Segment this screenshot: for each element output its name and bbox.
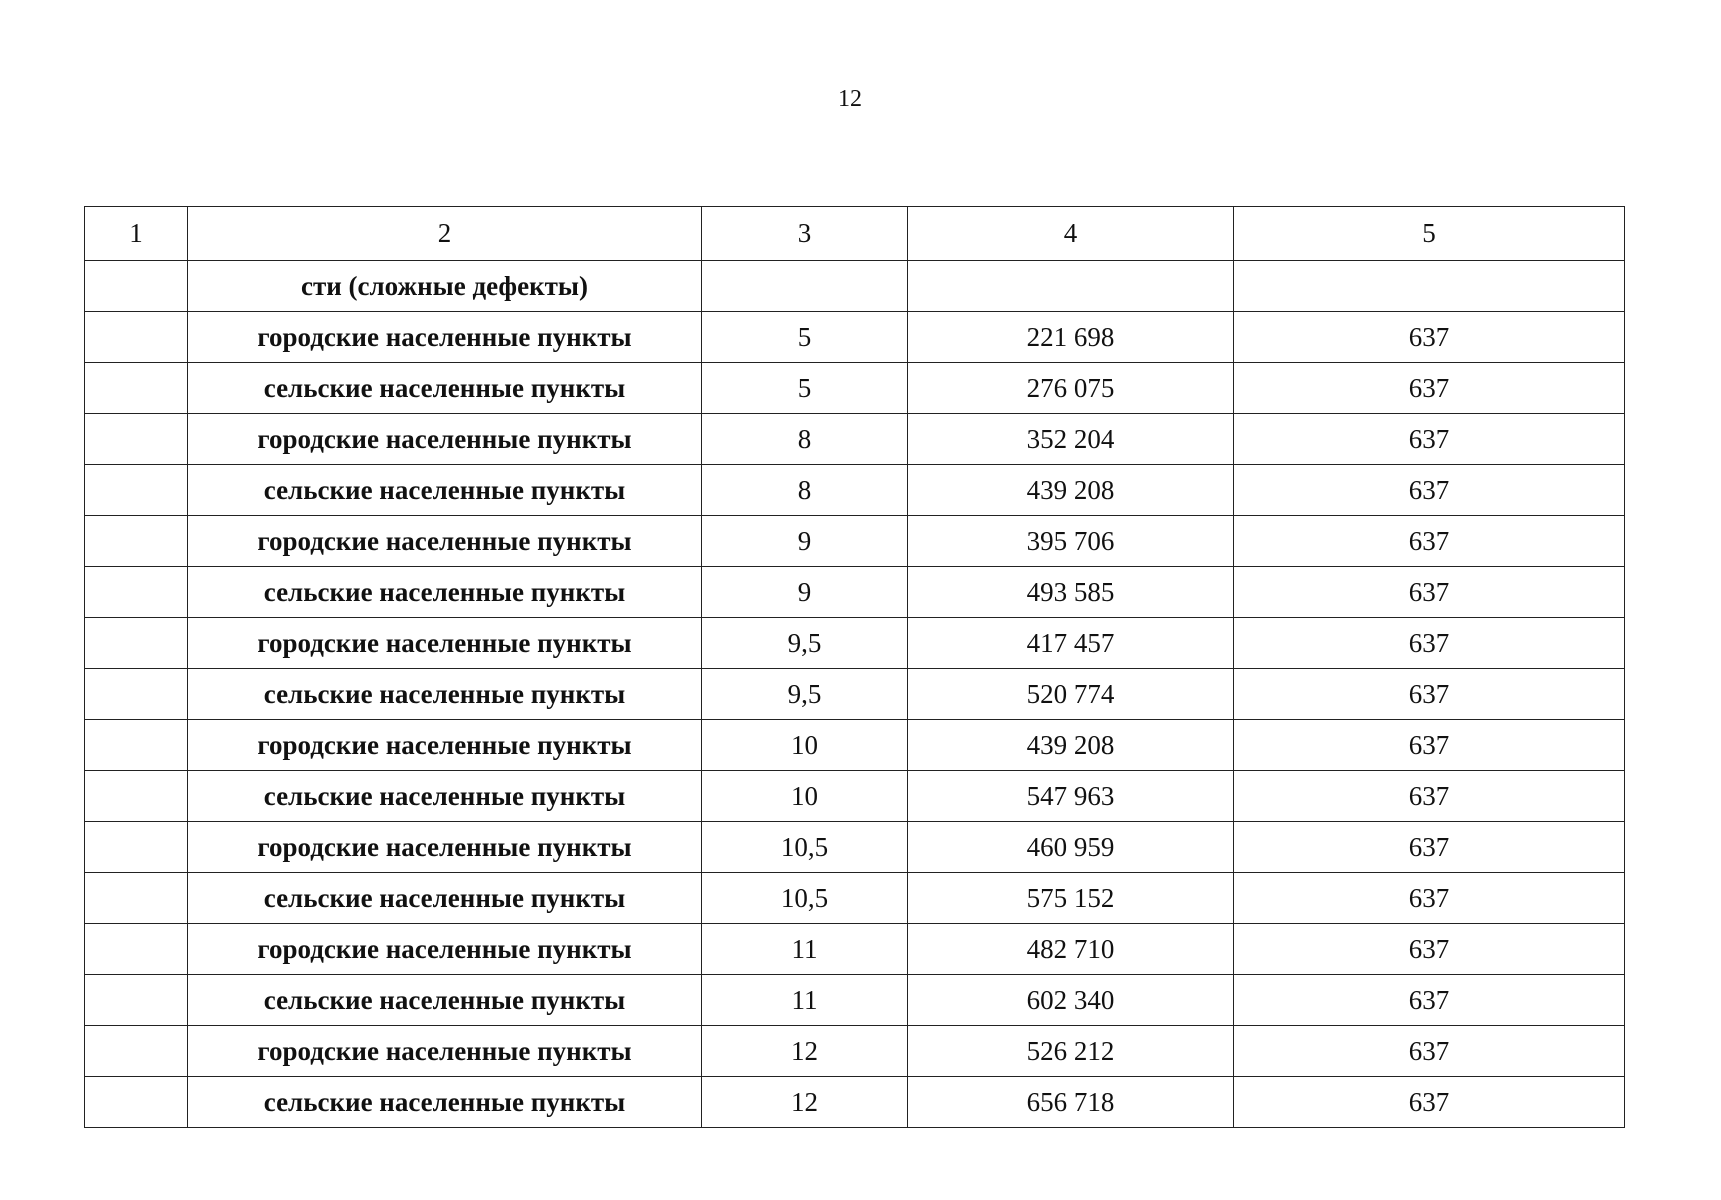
parameter-cell: 10,5	[702, 873, 908, 924]
code-cell: 637	[1234, 1077, 1625, 1128]
cost-value-cell	[908, 261, 1234, 312]
settlement-type-cell: городские населенные пункты	[188, 720, 702, 771]
row-index-cell	[85, 873, 188, 924]
parameter-cell: 9	[702, 516, 908, 567]
table-row	[85, 618, 1625, 669]
code-cell: 637	[1234, 516, 1625, 567]
settlement-type-cell: сельские населенные пункты	[188, 873, 702, 924]
row-index-cell	[85, 261, 188, 312]
cost-value-cell: 417 457	[908, 618, 1234, 669]
table-row	[85, 873, 1625, 924]
code-cell: 637	[1234, 363, 1625, 414]
column-header-3: 3	[702, 207, 908, 261]
row-index-cell	[85, 1026, 188, 1077]
parameter-cell: 11	[702, 975, 908, 1026]
parameter-cell: 9,5	[702, 618, 908, 669]
parameter-cell: 8	[702, 414, 908, 465]
settlement-type-cell: сельские населенные пункты	[188, 567, 702, 618]
settlement-type-cell: сти (сложные дефекты)	[188, 261, 702, 312]
row-index-cell	[85, 618, 188, 669]
cost-value-cell: 526 212	[908, 1026, 1234, 1077]
settlement-type-cell: сельские населенные пункты	[188, 669, 702, 720]
cost-value-cell: 520 774	[908, 669, 1234, 720]
code-cell: 637	[1234, 312, 1625, 363]
code-cell: 637	[1234, 465, 1625, 516]
table-row	[85, 669, 1625, 720]
table-row	[85, 771, 1625, 822]
table-row	[85, 465, 1625, 516]
code-cell: 637	[1234, 771, 1625, 822]
row-index-cell	[85, 1077, 188, 1128]
settlement-type-cell: сельские населенные пункты	[188, 363, 702, 414]
table-header-row	[85, 207, 1625, 261]
cost-value-cell: 493 585	[908, 567, 1234, 618]
settlement-type-cell: сельские населенные пункты	[188, 1077, 702, 1128]
code-cell: 637	[1234, 414, 1625, 465]
cost-value-cell: 656 718	[908, 1077, 1234, 1128]
parameter-cell: 10	[702, 720, 908, 771]
row-index-cell	[85, 414, 188, 465]
table-row	[85, 261, 1625, 312]
cost-value-cell: 547 963	[908, 771, 1234, 822]
settlement-type-cell: городские населенные пункты	[188, 924, 702, 975]
row-index-cell	[85, 312, 188, 363]
code-cell: 637	[1234, 822, 1625, 873]
cost-value-cell: 439 208	[908, 720, 1234, 771]
column-header-4: 4	[908, 207, 1234, 261]
settlement-type-cell: городские населенные пункты	[188, 312, 702, 363]
cost-value-cell: 221 698	[908, 312, 1234, 363]
data-table	[84, 206, 1625, 1128]
code-cell	[1234, 261, 1625, 312]
settlement-type-cell: сельские населенные пункты	[188, 465, 702, 516]
code-cell: 637	[1234, 975, 1625, 1026]
parameter-cell: 8	[702, 465, 908, 516]
table-row	[85, 567, 1625, 618]
table-row	[85, 363, 1625, 414]
parameter-cell: 12	[702, 1026, 908, 1077]
parameter-cell: 9	[702, 567, 908, 618]
table-row	[85, 312, 1625, 363]
row-index-cell	[85, 720, 188, 771]
row-index-cell	[85, 516, 188, 567]
settlement-type-cell: городские населенные пункты	[188, 516, 702, 567]
row-index-cell	[85, 669, 188, 720]
row-index-cell	[85, 363, 188, 414]
cost-value-cell: 352 204	[908, 414, 1234, 465]
parameter-cell: 5	[702, 312, 908, 363]
table-row	[85, 822, 1625, 873]
code-cell: 637	[1234, 669, 1625, 720]
settlement-type-cell: сельские населенные пункты	[188, 975, 702, 1026]
settlement-type-cell: городские населенные пункты	[188, 414, 702, 465]
code-cell: 637	[1234, 924, 1625, 975]
parameter-cell: 5	[702, 363, 908, 414]
column-header-1: 1	[85, 207, 188, 261]
settlement-type-cell: сельские населенные пункты	[188, 771, 702, 822]
code-cell: 637	[1234, 567, 1625, 618]
settlement-type-cell: городские населенные пункты	[188, 618, 702, 669]
code-cell: 637	[1234, 720, 1625, 771]
row-index-cell	[85, 924, 188, 975]
cost-value-cell: 482 710	[908, 924, 1234, 975]
settlement-type-cell: городские населенные пункты	[188, 822, 702, 873]
page-number: 12	[838, 86, 862, 112]
settlement-type-cell: городские населенные пункты	[188, 1026, 702, 1077]
table-row	[85, 414, 1625, 465]
cost-value-cell: 575 152	[908, 873, 1234, 924]
code-cell: 637	[1234, 1026, 1625, 1077]
table-row	[85, 975, 1625, 1026]
table-body	[85, 207, 1625, 1128]
column-header-5: 5	[1234, 207, 1625, 261]
row-index-cell	[85, 771, 188, 822]
parameter-cell	[702, 261, 908, 312]
parameter-cell: 10,5	[702, 822, 908, 873]
table-row	[85, 720, 1625, 771]
cost-value-cell: 439 208	[908, 465, 1234, 516]
parameter-cell: 12	[702, 1077, 908, 1128]
cost-value-cell: 460 959	[908, 822, 1234, 873]
code-cell: 637	[1234, 873, 1625, 924]
table-row	[85, 924, 1625, 975]
row-index-cell	[85, 822, 188, 873]
row-index-cell	[85, 465, 188, 516]
row-index-cell	[85, 567, 188, 618]
cost-value-cell: 602 340	[908, 975, 1234, 1026]
row-index-cell	[85, 975, 188, 1026]
cost-value-cell: 395 706	[908, 516, 1234, 567]
column-header-2: 2	[188, 207, 702, 261]
table-row	[85, 1077, 1625, 1128]
parameter-cell: 11	[702, 924, 908, 975]
parameter-cell: 9,5	[702, 669, 908, 720]
table-row	[85, 1026, 1625, 1077]
code-cell: 637	[1234, 618, 1625, 669]
parameter-cell: 10	[702, 771, 908, 822]
table-row	[85, 516, 1625, 567]
cost-value-cell: 276 075	[908, 363, 1234, 414]
